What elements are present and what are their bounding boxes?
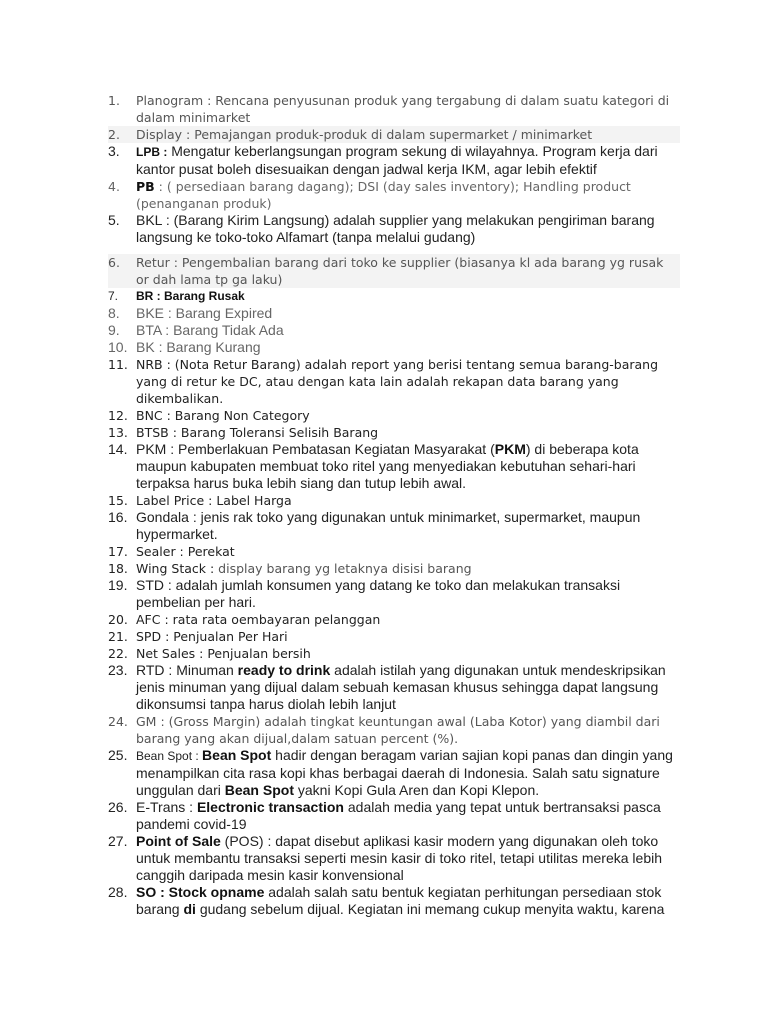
- list-item: 15. Label Price : Label Harga: [108, 493, 292, 508]
- list-item: 4. PB : ( persediaan barang dagang); DSI (day sales inventory); Handling product (penanganan produk): [108, 179, 631, 211]
- item-number: 14.: [108, 441, 128, 457]
- list-item: 28. SO : Stock opname adalah salah satu bentuk kegiatan perhitungan persediaan stok barang di gudang sebelum dijual. Kegiatan ini memang cukup menyita waktu, karena: [108, 884, 665, 917]
- item-number: 11.: [108, 357, 128, 372]
- item-number: 3.: [108, 143, 120, 159]
- list-item: 20. AFC : rata rata oembayaran pelanggan: [108, 612, 381, 627]
- item-number: 16.: [108, 509, 128, 525]
- list-item: 3. LPB : Mengatur keberlangsungan program sekung di wilayahnya. Program kerja dari kantor pusat boleh disesuaikan dengan jadwal kerja IKM, agar lebih efektif: [108, 143, 658, 177]
- list-item: 17. Sealer : Perekat: [108, 544, 235, 559]
- item-number: 15.: [108, 493, 128, 508]
- item-number: 20.: [108, 612, 128, 627]
- item-number: 5.: [108, 212, 120, 228]
- list-item: 7. BR : Barang Rusak: [108, 289, 245, 303]
- item-number: 17.: [108, 544, 128, 559]
- item-number: 1.: [108, 93, 120, 108]
- list-item: 27. Point of Sale (POS) : dapat disebut aplikasi kasir modern yang digunakan oleh toko untuk membantu transaksi seperti mesin kasir di toko ritel, tetapi utilitas mereka lebih canggih daripada mesin kasir konvensional: [108, 833, 663, 883]
- list-item: 5. BKL : (Barang Kirim Langsung) adalah supplier yang melakukan pengiriman barang langsung ke toko-toko Alfamart (tanpa melalui gudang): [108, 212, 655, 245]
- item-number: 18.: [108, 561, 128, 576]
- item-number: 25.: [108, 747, 128, 763]
- item-number: 21.: [108, 629, 128, 644]
- item-number: 4.: [108, 179, 120, 194]
- item-number: 12.: [108, 408, 128, 423]
- list-item: 26. E-Trans : Electronic transaction adalah media yang tepat untuk bertransaksi pasca pandemi covid-19: [108, 799, 661, 832]
- list-item: 25. Bean Spot : Bean Spot hadir dengan beragam varian sajian kopi panas dan dingin yang menampilkan cita rasa kopi khas berbagai daerah di Indonesia. Salah satu signature unggulan dari Bean Spot yakni Kopi Gula Aren dan Kopi Klepon.: [108, 747, 673, 798]
- item-number: 27.: [108, 833, 128, 849]
- item-number: 7.: [108, 289, 119, 303]
- item-number: 9.: [108, 322, 120, 338]
- item-number: 8.: [108, 305, 120, 321]
- item-number: 2.: [108, 127, 120, 142]
- list-item: 2. Display : Pemajangan produk-produk di dalam supermarket / minimarket: [108, 126, 680, 143]
- list-item: 23. RTD : Minuman ready to drink adalah istilah yang digunakan untuk mendeskripsikan jenis minuman yang dijual dalam sebuah kemasan khusus sehingga dapat langsung dikonsumsi tanpa harus diolah lebih lanjut: [108, 662, 666, 712]
- glossary-list: [108, 92, 680, 918]
- item-number: 19.: [108, 577, 128, 593]
- item-number: 23.: [108, 662, 128, 678]
- item-number: 26.: [108, 799, 128, 815]
- list-item: 16. Gondala : jenis rak toko yang digunakan untuk minimarket, supermarket, maupun hypermarket.: [108, 509, 641, 542]
- list-item: 24. GM : (Gross Margin) adalah tingkat keuntungan awal (Laba Kotor) yang diambil dari barang yang akan dijual,dalam satuan percent (%).: [108, 714, 660, 746]
- item-number: 6.: [108, 255, 120, 270]
- list-item: 10. BK : Barang Kurang: [108, 339, 261, 355]
- list-item: 8. BKE : Barang Expired: [108, 305, 273, 321]
- list-item: 9. BTA : Barang Tidak Ada: [108, 322, 284, 338]
- item-number: 24.: [108, 714, 128, 729]
- list-item: 6. Retur : Pengembalian barang dari toko ke supplier (biasanya kl ada barang yg rusak or dah lama tp ga laku): [108, 254, 680, 288]
- list-item: 12. BNC : Barang Non Category: [108, 408, 310, 423]
- list-item: 13. BTSB : Barang Toleransi Selisih Barang: [108, 425, 379, 440]
- spacer: [108, 246, 680, 254]
- list-item: 14. PKM : Pemberlakuan Pembatasan Kegiatan Masyarakat (PKM) di beberapa kota maupun kabupaten membuat toko ritel yang menyediakan kebutuhan sehari-hari terpaksa harus buka lebih siang dan tutup lebih awal.: [108, 441, 639, 491]
- list-item: 21. SPD : Penjualan Per Hari: [108, 629, 288, 644]
- list-item: 18. Wing Stack : display barang yg letaknya disisi barang: [108, 561, 472, 576]
- list-item: 22. Net Sales : Penjualan bersih: [108, 646, 311, 661]
- item-number: 28.: [108, 884, 128, 900]
- list-item: 19. STD : adalah jumlah konsumen yang datang ke toko dan melakukan transaksi pembelian per hari.: [108, 577, 621, 610]
- item-number: 10.: [108, 339, 128, 355]
- item-number: 13.: [108, 425, 128, 440]
- list-item: 11. NRB : (Nota Retur Barang) adalah report yang berisi tentang semua barang-barang yang di retur ke DC, atau dengan kata lain adalah rekapan data barang yang dikembalikan.: [108, 357, 659, 406]
- item-number: 22.: [108, 646, 128, 661]
- list-item: 1. Planogram : Rencana penyusunan produk yang tergabung di dalam suatu kategori di dalam minimarket: [108, 93, 670, 125]
